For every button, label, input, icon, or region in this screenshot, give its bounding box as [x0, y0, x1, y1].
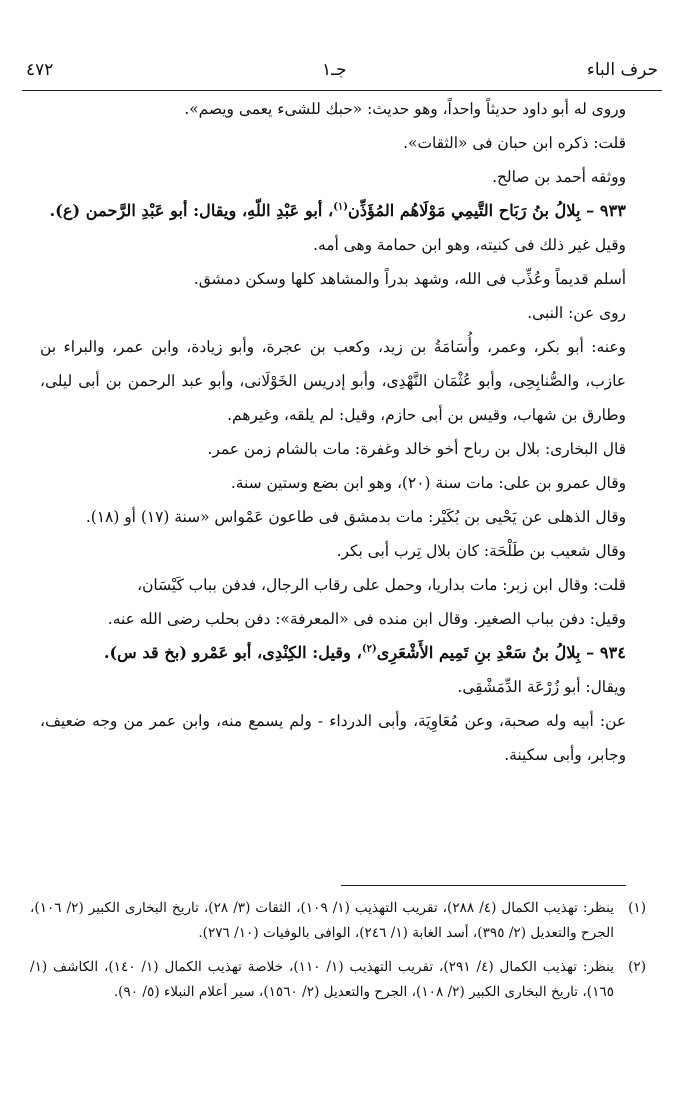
paragraph: وعنه: أبو بكر، وعمر، وأُسَامَةُ بن زيد، وكعب بن عجرة، وأبو زيادة، وابن عمر، والبراء بن عازب، والصُّنابِحِى، وأبو عُثْمَان النَّهْدِى، وأبو إدريس الخَوْلَانى، وأبو عبد الرحمن بن أبى ليلى، وطارق بن شهاب، وقيس بن أبى حازم، وقيل: لم يلقه، وغيرهم. [40, 338, 626, 424]
footnote-number: (١) [628, 900, 646, 916]
footnote-text: ينظر: تهذيب الكمال (٤/ ٢٩١)، تقريب التهذيب (١/ ١١٠)، خلاصة تهذيب الكمال (١/ ١٤٠)، الكاشف (١/ ١٦٥)، تاريخ البخارى الكبير (٢/ ١٠٨)، الجرح والتعديل (٢/ ١٥٦٠)، سير أعلام النبلاء (٥/ ٩٠). [30, 959, 614, 1000]
paragraph: قلت: وقال ابن زبر: مات بداريا، وحمل على رقاب الرجال، فدفن بباب كَيْسَان، [137, 576, 626, 594]
paragraph: عن: أبيه وله صحبة، وعن مُعَاوِيَة، وأبى الدرداء - ولم يسمع منه، وابن عمر من وجه ضعيف، وجابر، وأبى سكينة. [40, 712, 626, 764]
footnote [30, 955, 646, 1005]
footnote [30, 896, 646, 946]
paragraph: أسلم قديماً وعُذِّب فى الله، وشهد بدراً والمشاهد كلها وسكن دمشق. [193, 270, 626, 288]
footnote-number: (٢) [628, 959, 646, 975]
entry-934-title-rest: ، وقيل: الكِنْدِى، أبو عَمْرو (بخ قد س). [103, 643, 362, 662]
footnotes [30, 896, 646, 1014]
entry-934-title: ٩٣٤ – بِلالُ بنُ سَعْدِ بنِ تَمِيم الأَشْعَرِى [376, 643, 626, 662]
paragraph: وقال الذهلى عن يَحْيى بن بُكَيْر: مات بدمشق فى طاعون عَمْواس «سنة (١٧) أو (١٨). [85, 508, 626, 526]
footnote-ref-1: (١) [333, 201, 349, 213]
main-text [40, 92, 626, 772]
paragraph: وقيل غير ذلك فى كنيته، وهو ابن حمامة وهى أمه. [313, 236, 626, 254]
paragraph: وقيل: دفن بباب الصغير. وقال ابن منده فى «المعرفة»: دفن بحلب رضى الله عنه. [107, 610, 626, 628]
entry-933-title-rest: ، أبو عَبْدِ اللّهِ، ويقال: أبو عَبْدِ الرَّحمن (ع). [49, 201, 334, 220]
entry-933-title: ٩٣٣ – بِلالُ بنُ رَبَاح التَّيمِي مَوْلَاهُم المُؤَذِّن [348, 201, 626, 220]
entry-933-heading [40, 194, 626, 228]
footnote-text: ينظر: تهذيب الكمال (٤/ ٢٨٨)، تقريب التهذيب (١/ ١٠٩)، الثقات (٣/ ٢٨)، تاريخ البخارى الكبير (٢/ ١٠٦)، الجرح والتعديل (٢/ ٣٩٥)، أسد الغابة (١/ ٢٤٦)، الوافى بالوفيات (١٠/ ٢٧٦). [30, 900, 615, 941]
paragraph: قال البخارى: بلال بن رباح أخو خالد وغفرة: مات بالشام زمن عمر. [207, 440, 626, 458]
entry-934-heading [40, 636, 626, 670]
paragraph: ووثقه أحمد بن صالح. [492, 168, 626, 186]
paragraph: وقال عمرو بن على: مات سنة (٢٠)، وهو ابن بضع وستين سنة. [230, 474, 626, 492]
chapter-title: حرف الباء [586, 60, 658, 80]
page-number: ٤٧٢ [26, 60, 54, 80]
volume-label: جـ١ [322, 60, 347, 80]
paragraph: ويقال: أبو زُرْعَة الدِّمَشْقِى. [457, 678, 626, 696]
paragraph: قلت: ذكره ابن حبان فى «الثقات». [403, 134, 626, 152]
running-header [22, 56, 662, 91]
paragraph: روى عن: النبى. [527, 304, 626, 322]
paragraph: وروى له أبو داود حديثاً واحداً، وهو حديث: «حبك للشىء يعمى ويصم». [184, 100, 626, 118]
paragraph: وقال شعيب بن طَلْحَة: كان بلال تِرب أبى بكر. [336, 542, 626, 560]
footnote-separator [341, 885, 626, 886]
footnote-ref-2: (٢) [361, 643, 377, 655]
